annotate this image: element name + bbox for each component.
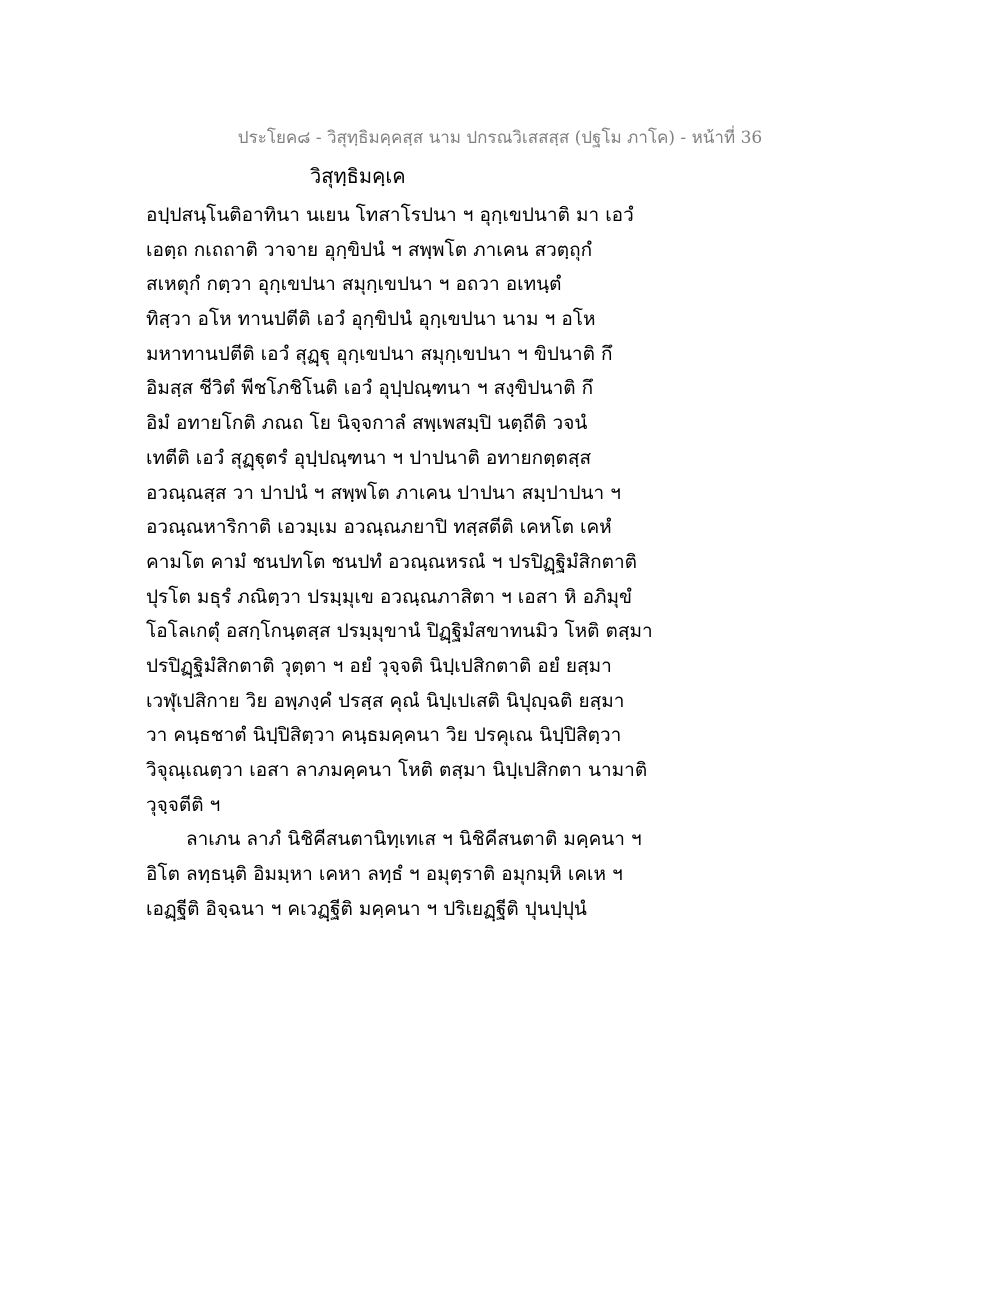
- text-line: มหาทานปตีติ เอวํ สุฏฺฐุ อุกฺเขปนา สมุกฺเขปนา ฯ ขิปนาติ กึ: [146, 342, 613, 365]
- text-line: อวณฺณหาริกาติ เอวมฺเม อวณฺณภยาปิ ทสฺสตีติ เคหโต เคหํ: [146, 516, 612, 539]
- text-line: ปุรโต มธุรํ ภณิตฺวา ปรมฺมุเข อวณฺณภาสิตา ฯ เอสา หิ อภิมุขํ: [146, 585, 633, 608]
- body-text: [146, 198, 706, 926]
- text-line: เทตีติ เอวํ สุฏฺฐุตรํ อุปฺปณฺฑนา ฯ ปาปนาติ อทายกตฺตสฺส: [146, 446, 592, 469]
- text-line: โอโลเกตุํ อสกฺโกนฺตสฺส ปรมฺมุขานํ ปิฏฺฐิมํสขาทนมิว โหติ ตสฺมา: [146, 620, 653, 643]
- text-line: วุจฺจตีติ ฯ: [146, 793, 221, 816]
- text-line: อิมํ อทายโกติ ภณถ โย นิจฺจกาลํ สพฺเพสมฺปิ นตฺถีติ วจนํ: [146, 412, 588, 435]
- text-line: คามโต คามํ ชนปทโต ชนปทํ อวณฺณหรณํ ฯ ปรปิฏฺฐิมํสิกตาติ: [146, 550, 637, 573]
- text-line: เอฏฺฐีติ อิจฺฉนา ฯ คเวฏฺฐีติ มคฺคนา ฯ ปริเยฏฺฐีติ ปุนปฺปุนํ: [146, 897, 587, 920]
- text-line: อวณฺณสฺส วา ปาปนํ ฯ สพฺพโต ภาเคน ปาปนา สมฺปาปนา ฯ: [146, 481, 621, 504]
- text-line: วา คนฺธชาตํ นิปฺปิสิตฺวา คนฺธมคฺคนา วิย ปรคุเณ นิปฺปิสิตฺวา: [146, 724, 622, 747]
- text-line: เอตฺถ กเถถาติ วาจาย อุกฺขิปนํ ฯ สพฺพโต ภาเคน สวตฺถุกํ: [146, 238, 593, 261]
- text-line: วิจุณฺเณตฺวา เอสา ลาภมคฺคนา โหติ ตสฺมา นิปฺเปสิกตา นามาติ: [146, 759, 648, 781]
- text-line: ทิสฺวา อโห ทานปตีติ เอวํ อุกฺขิปนํ อุกฺเขปนา นาม ฯ อโห: [146, 308, 596, 331]
- section-title: วิสุทฺธิมคฺเค: [310, 164, 406, 188]
- text-line: สเหตุกํ กตฺวา อุกฺเขปนา สมุกฺเขปนา ฯ อถวา อเทนฺตํ: [146, 273, 562, 296]
- text-line: อิโต ลทฺธนฺติ อิมมฺหา เคหา ลทฺธํ ฯ อมุตฺราติ อมุกมฺหิ เคเห ฯ: [146, 863, 623, 886]
- text-line-paragraph-start: ลาเภน ลาภํ นิชิคีสนตานิทฺเทเส ฯ นิชิคีสนตาติ มคฺคนา ฯ: [186, 828, 642, 851]
- text-line: อิมสฺส ชีวิตํ พีชโภชิโนติ เอวํ อุปฺปณฺฑนา ฯ สงฺขิปนาติ กึ: [146, 377, 594, 400]
- text-line: ปรปิฏฺฐิมํสิกตาติ วุตฺตา ฯ อยํ วุจฺจติ นิปฺเปสิกตาติ อยํ ยสฺมา: [146, 654, 612, 677]
- text-line: เวฬุเปสิกาย วิย อพฺภงฺคํ ปรสฺส คุณํ นิปฺเปเสติ นิปุญฺฉติ ยสฺมา: [146, 689, 625, 712]
- page-header: ประโยค๘ - วิสุทฺธิมคฺคสฺส นาม ปกรณวิเสสสฺส (ปฐโม ภาโค) - หน้าที่ 36: [237, 128, 763, 148]
- text-line: อปฺปสนฺโนติอาทินา นเยน โทสาโรปนา ฯ อุกฺเขปนาติ มา เอวํ: [146, 204, 634, 226]
